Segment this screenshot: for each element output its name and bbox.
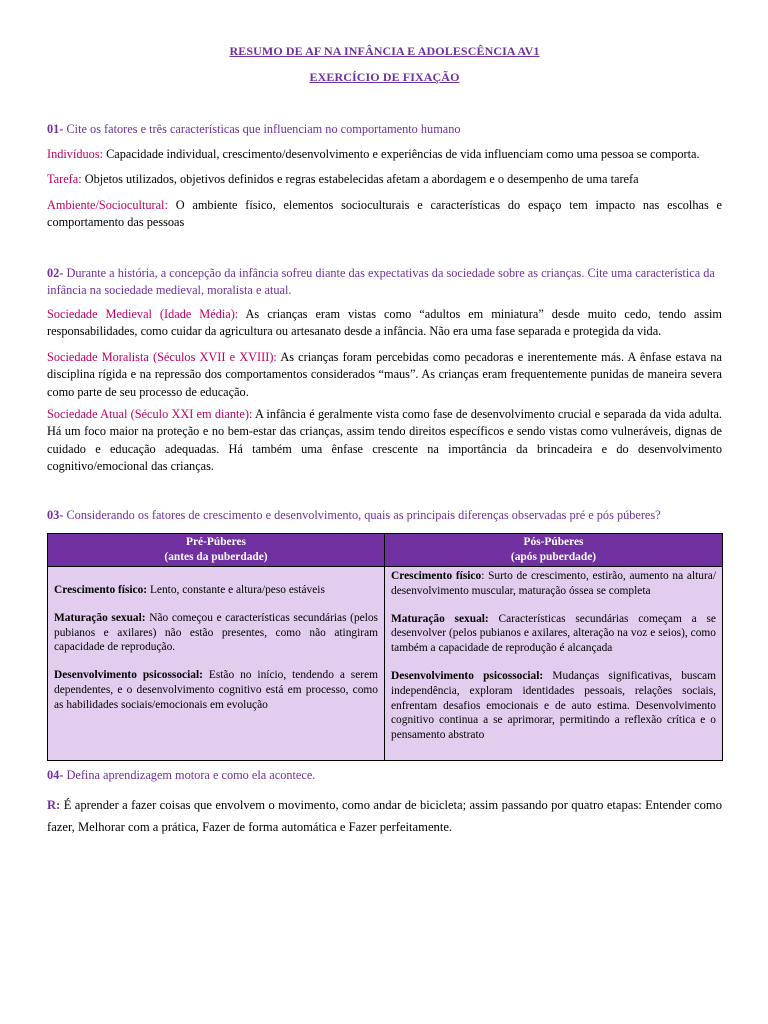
answer-label: R: — [47, 798, 61, 812]
answer-label: Indivíduos: — [47, 147, 104, 161]
header-line: Pós-Púberes — [523, 536, 584, 548]
document-subtitle: EXERCÍCIO DE FIXAÇÃO — [309, 70, 460, 84]
answer-text: As crianças foram percebidas como pecadoras e inerentemente más. A ênfase estava na disciplina rígida e na repressão dos comportamentos considerados “maus”. As crianças eram frequentemente punidas de maneira severa como parte de seu processo de educação. — [47, 350, 722, 399]
cell-label: Maturação sexual: — [54, 611, 146, 624]
question-text: Durante a história, a concepção da infância sofreu diante das expectativas da sociedade sobre as crianças. Cite uma característica da infância na sociedade medieval, moralista e atual. — [47, 266, 715, 297]
answer-text: As crianças eram vistas como “adultos em miniatura” desde muito cedo, tendo assim responsabilidades, como cuidar da agricultura ou artesanato desde a infância. Não era uma fase separada e protegida da vida. — [47, 307, 722, 339]
cell-label: Maturação sexual: — [391, 612, 489, 625]
table-header-pre — [48, 534, 385, 567]
cell-label: Crescimento físico — [391, 570, 482, 582]
question-number: 01- — [47, 122, 64, 136]
table-header-row — [48, 534, 723, 567]
question-1 — [47, 121, 722, 137]
cell-paragraph — [54, 668, 378, 712]
answer-text: É aprender a fazer coisas que envolvem o movimento, como andar de bicicleta; assim passando por quatro etapas: Entender como fazer, Melhorar com a prática, Fazer de forma automática e Fazer perfeitamente. — [47, 798, 722, 834]
answer-text: Capacidade individual, crescimento/desenvolvimento e experiências de vida influenciam como uma pessoa se comporta. — [106, 147, 700, 161]
cell-label: Crescimento físico: — [54, 584, 148, 596]
question-number: 03- — [47, 508, 64, 522]
cell-text: Estão no início, tendendo a serem dependentes, e o desenvolvimento cognitivo está em processo, como as habilidades sociais/emocionais em evolução — [54, 669, 378, 711]
document-title: RESUMO DE AF NA INFÂNCIA E ADOLESCÊNCIA AV1 — [229, 44, 540, 58]
cell-paragraph — [54, 583, 378, 598]
question-text: Considerando os fatores de crescimento e desenvolvimento, quais as principais diferenças observadas pré e pós púberes? — [66, 508, 661, 522]
answer-label: Tarefa: — [47, 172, 82, 186]
question-number: 02- — [47, 266, 64, 280]
header-line: Pré-Púberes — [186, 536, 246, 548]
table-cell-pos — [385, 567, 723, 761]
header-line: (após puberdade) — [510, 551, 597, 563]
answer-paragraph — [47, 171, 722, 188]
question-text: Cite os fatores e três características que influenciam no comportamento humano — [66, 122, 461, 136]
cell-paragraph — [54, 611, 378, 655]
answer-paragraph — [47, 794, 722, 838]
answer-text: O ambiente físico, elementos socioculturais e características do espaço tem impacto nas escolhas e comportamento das pessoas — [47, 198, 722, 230]
cell-paragraph — [391, 569, 716, 599]
cell-text: Mudanças significativas, buscam independência, exploram identidades pessoais, relações sociais, enfrentam desafios emocionais e de auto estima. Desenvolvimento cognitivo continua a se aprimorar, permitindo a reflexão crítica e o pensamento abstrato — [391, 669, 716, 742]
question-text: Defina aprendizagem motora e como ela acontece. — [66, 768, 316, 782]
answer-paragraph — [47, 406, 722, 475]
question-number: 04- — [47, 768, 64, 782]
question-4 — [47, 767, 722, 783]
cell-paragraph — [391, 612, 716, 656]
answer-label: Sociedade Atual (Século XXI em diante): — [47, 407, 253, 421]
answer-label: Ambiente/Sociocultural: — [47, 198, 168, 212]
answer-paragraph — [47, 306, 722, 341]
cell-label: Desenvolvimento psicossocial: — [54, 669, 203, 682]
answer-paragraph — [47, 197, 722, 232]
cell-text: Não começou e características secundárias (pelos pubianos e axilares) não estão presentes, como não atingiram capacidade de reprodução. — [54, 611, 378, 654]
answer-text: Objetos utilizados, objetivos definidos e regras estabelecidas afetam a abordagem e o desempenho de uma tarefa — [84, 172, 639, 186]
cell-label: Desenvolvimento psicossocial: — [391, 669, 544, 682]
comparison-table — [47, 533, 723, 761]
cell-text: Características secundárias começam a se desenvolver (pelos pubianos e axilares, alteração na voz e seios), como também a capacidade de reprodução é alcançada — [391, 612, 716, 655]
table-cell-pre — [48, 567, 385, 761]
cell-paragraph — [391, 669, 716, 743]
cell-text: Lento, constante e altura/peso estáveis — [149, 584, 325, 596]
table-row — [48, 567, 723, 761]
answer-paragraph — [47, 349, 722, 401]
question-2 — [47, 265, 722, 299]
header-line: (antes da puberdade) — [164, 551, 268, 563]
question-3 — [47, 507, 722, 523]
answer-label: Sociedade Medieval (Idade Média): — [47, 307, 239, 321]
answer-paragraph — [47, 146, 722, 163]
answer-text: A infância é geralmente vista como fase de desenvolvimento crucial e separada da vida adulta. Há um foco maior na proteção e no bem-estar das crianças, assim tendo direitos específicos e sendo vistas como vulneráveis, dignas de cuidado e educação adequadas. Há também uma ênfase crescente na importância da brincadeira e do desenvolvimento cognitivo/emocional das crianças. — [47, 407, 723, 473]
cell-text: : Surto de crescimento, estirão, aumento na altura/ desenvolvimento muscular, maturação óssea se completa — [391, 570, 716, 597]
answer-label: Sociedade Moralista (Séculos XVII e XVIII): — [47, 350, 277, 364]
table-header-pos — [385, 534, 723, 567]
